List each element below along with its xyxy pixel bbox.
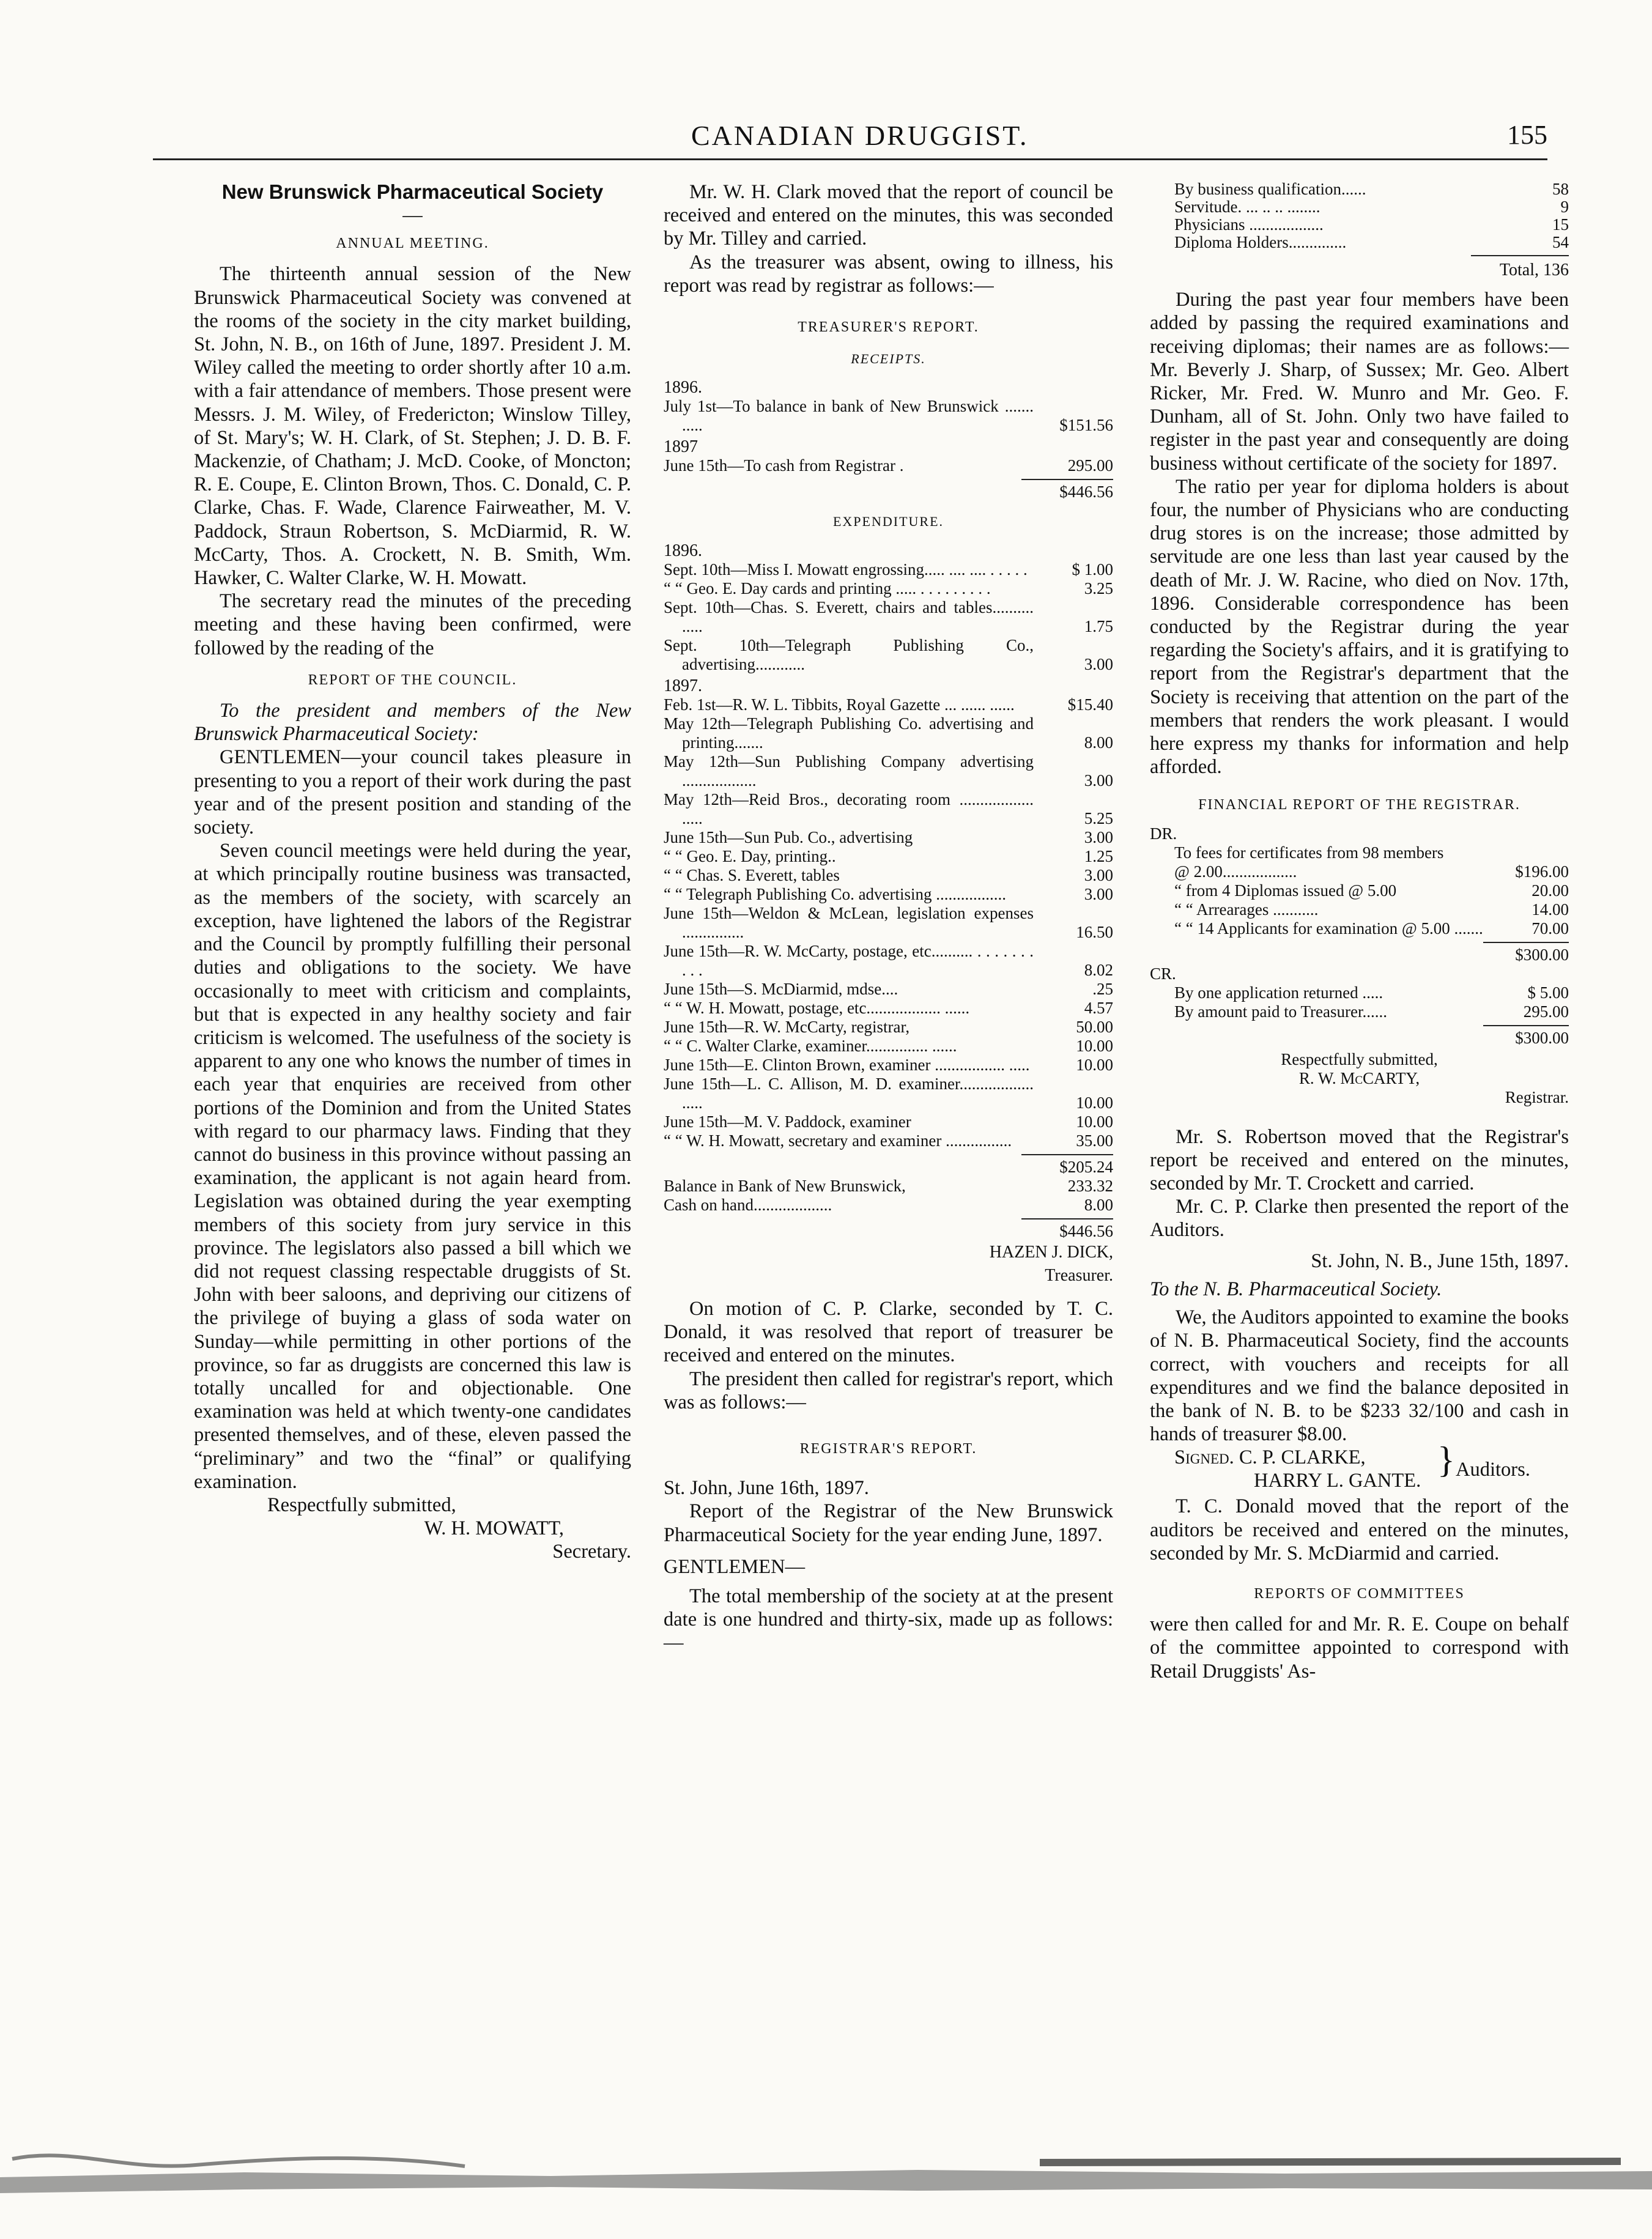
ledger-year: 1896. <box>664 541 702 560</box>
paragraph: T. C. Donald moved that the report of the auditors be received and entered on the minutes, seconded by Mr. S. McDiarmid and carried. <box>1150 1495 1569 1564</box>
paragraph: We, the Auditors appointed to examine the books of N. B. Pharmaceutical Society, find the accounts correct, with vouchers and receipts for all expenditures and we find the balance deposited in the bank of N. B. to be $233 32/100 and cash in hands of treasurer $8.00. <box>1150 1306 1569 1446</box>
council-report-heading: REPORT OF THE COUNCIL. <box>308 672 517 688</box>
ledger-item: “ “ C. Walter Clarke, examiner............... ...... <box>664 1036 957 1055</box>
paragraph: Seven council meetings were held during the year, at which principally routine business was transacted, as the members of the society, with scarcely an exception, have lightened the labors of the Registrar and the Council by promptly fulfilling their personal duties and obligations to the society. We have occasionally to meet with criticism and complaints, but that is expected in any healthy society and fair criticism is welcomed. The usefulness of the society is apparent to any one who knows the number of times in each year that enquiries are received from other portions of the Dominion and from the United States with regard to our pharmacy laws. Finding that they cannot do business in this province without passing an examination, the applicant is not again heard from. Legislation was obtained during the year exempting members of this society from jury service in this province. The legislators also passed a bill which we did not request classing respectable druggists of St. John with beer saloons, and depriving our citizens of the privilege of buying a glass of soda water on Sunday—while permitting in other portions of the province, so far as druggists are concerned this law is totally uncalled for and objectionable. One examination was held at which twenty-one candidates presented themselves, and of these, eleven passed the “preliminary” and two the “final” or qualifying examination. <box>194 840 631 1493</box>
ledger-amount: 8.00 <box>1084 733 1113 752</box>
ledger-amount: 3.25 <box>1084 579 1113 598</box>
ledger-item: Balance in Bank of New Brunswick, <box>664 1176 906 1195</box>
membership-row <box>1174 216 1569 234</box>
ledger-year: 1896. <box>664 378 702 398</box>
ledger-item: Sept. 10th—Miss I. Mowatt engrossing..... .... .... . . . . . <box>664 560 1028 579</box>
paragraph: The thirteenth annual session of the New Brunswick Pharmaceutical Society was convened at the rooms of the society in the city market building, St. John, N. B., on 16th of June, 1897. President J. M. Wiley called the meeting to order shortly after 10 a.m. with a fair attendance of members. Those present were Messrs. J. M. Wiley, of Fredericton; Winslow Tilley, of St. Mary's; W. H. Clark, of St. Stephen; J. D. B. F. Mackenzie, of Chatham; J. McD. Cooke, of Moncton; R. E. Coupe, E. Clinton Brown, Thos. C. Donald, C. P. Clarke, Chas. F. Wade, Clarence Fairweather, M. V. Paddock, Straun Robertson, S. McDiarmid, R. W. McCarty, Thos. A. Crockett, N. B. Smith, Wm. Hawker, C. Walter Clarke, W. H. Mowatt. <box>194 263 631 590</box>
ledger-amount: 10.00 <box>1076 1112 1113 1131</box>
signed-line: Signed. C. P. CLARKE, <box>1174 1446 1366 1469</box>
registrar-name: R. W. McCARTY, <box>1298 1068 1420 1087</box>
expenditure-1896 <box>664 560 1113 674</box>
ledger-row <box>664 1177 1113 1196</box>
signer-role: Secretary. <box>552 1541 631 1563</box>
ledger-row <box>664 885 1113 904</box>
treasurer-role: Treasurer. <box>1045 1265 1113 1285</box>
membership-label: Diploma Holders.............. <box>1174 233 1347 251</box>
ledger-amount: $151.56 <box>1059 416 1113 435</box>
paragraph: The ratio per year for diploma holders is about four, the number of Physicians who are conducting drug stores is on the increase; those admitted by servitude are one less than last year caused by the death of Mr. J. W. Racine, who died on Nov. 17th, 1896. Considerable correspondence has been conducted by the Registrar during the year regarding the Society's affairs, and it is gratifying to report from the Registrar's department that the Society is receiving that attention on the part of the members that renders the work pleasant. I would here express my thanks for information and help afforded. <box>1150 475 1569 779</box>
ledger-amount: 3.00 <box>1084 827 1113 846</box>
ledger-amount: 4.57 <box>1084 998 1113 1017</box>
finance-row <box>1150 1002 1569 1021</box>
total-rule <box>1471 255 1569 256</box>
ledger-item: “ “ W. H. Mowatt, secretary and examiner ................ <box>664 1131 1012 1150</box>
ledger-row <box>664 999 1113 1018</box>
ledger-item: Cash on hand................... <box>664 1195 832 1214</box>
ledger-amount: $ 1.00 <box>1072 560 1113 579</box>
ledger-item: “ “ Geo. E. Day cards and printing ..... . . . . . . . . . <box>664 579 991 598</box>
finance-item: By one application returned ..... <box>1174 983 1383 1002</box>
ledger-amount: 3.00 <box>1084 771 1113 790</box>
ledger-row <box>664 790 1113 828</box>
finance-row <box>1150 919 1569 938</box>
ledger-row <box>664 980 1113 999</box>
ledger-item: “ “ Chas. S. Everett, tables <box>664 865 840 884</box>
ledger-row <box>664 714 1113 752</box>
ledger-row <box>664 1196 1113 1215</box>
finance-row <box>1150 843 1569 862</box>
financial-report <box>1150 824 1569 1107</box>
receipts-list <box>664 378 1113 501</box>
ledger-item: Sept. 10th—Telegraph Publishing Co., advertising............ <box>664 635 1034 673</box>
balance-list <box>664 1177 1113 1215</box>
paragraph: During the past year four members have been added by passing the required examinations and receiving diplomas; their names are as follows:—Mr. Beverly J. Sharp, of Sussex; Mr. Geo. Albert Ricker, Mr. Fred. W. Munro and Mr. Geo. F. Dunham, all of St. John. Only two have failed to register in the past year and consequently are doing business without certificate of the society for 1897. <box>1150 289 1569 475</box>
ledger-row <box>664 636 1113 674</box>
finance-row <box>1150 881 1569 900</box>
auditors-signature <box>1150 1440 1569 1495</box>
scan-smudge <box>0 2134 1652 2208</box>
ledger-amount: 50.00 <box>1076 1017 1113 1036</box>
brace-icon: } <box>1437 1440 1455 1481</box>
total-rule <box>1021 479 1113 480</box>
credit-total: $300.00 <box>1515 1028 1569 1047</box>
membership-count: 15 <box>1552 215 1569 234</box>
membership-count: 58 <box>1552 180 1569 198</box>
treasurer-report-heading: TREASURER'S REPORT. <box>798 319 979 336</box>
ledger-row <box>664 866 1113 885</box>
paragraph: The president then called for registrar's report, which was as follows:— <box>664 1367 1113 1413</box>
paragraph: Mr. W. H. Clark moved that the report of council be received and entered on the minutes, this was seconded by Mr. Tilley and carried. <box>664 181 1113 250</box>
expenditure-1897 <box>664 695 1113 1150</box>
receipts-total: $446.56 <box>1059 483 1113 501</box>
signer-name: W. H. MOWATT, <box>424 1517 564 1540</box>
column-1 <box>194 180 631 1564</box>
ledger-row <box>664 1131 1113 1150</box>
running-head <box>153 119 1547 156</box>
ledger-amount: 3.00 <box>1084 884 1113 903</box>
page-number: 155 <box>1507 120 1547 150</box>
debit-rows <box>1150 843 1569 938</box>
ledger-row <box>664 1112 1113 1131</box>
membership-label: By business qualification...... <box>1174 180 1366 198</box>
paragraph: were then called for and Mr. R. E. Coupe on behalf of the committee appointed to correspond with Retail Druggists' As- <box>1150 1613 1569 1682</box>
finance-amount: 20.00 <box>1532 881 1569 900</box>
membership-count: 9 <box>1560 198 1569 216</box>
ledger-item: June 15th—To cash from Registrar . <box>664 456 904 475</box>
ledger-row <box>664 579 1113 598</box>
title-dash: — <box>402 204 423 227</box>
paragraph: As the treasurer was absent, owing to illness, his report was read by registrar as follows:— <box>664 251 1113 297</box>
paragraph: Report of the Registrar of the New Brunswick Pharmaceutical Society for the year ending June, 1897. <box>664 1500 1113 1546</box>
ledger-amount: 10.00 <box>1076 1036 1113 1055</box>
paragraph: Mr. S. Robertson moved that the Registrar's report be received and entered on the minutes, seconded by Mr. T. Crockett and carried. <box>1150 1125 1569 1195</box>
ledger-row <box>664 560 1113 579</box>
ledger-item: Feb. 1st—R. W. L. Tibbits, Royal Gazette ... ...... ...... <box>664 695 1015 714</box>
finance-item: “ from 4 Diplomas issued @ 5.00 <box>1174 881 1397 900</box>
finance-item: To fees for certificates from 98 members <box>1174 843 1444 862</box>
column-2 <box>664 180 1113 1655</box>
total-rule <box>1483 942 1569 943</box>
ledger-item: “ “ Telegraph Publishing Co. advertising ................. <box>664 884 1007 903</box>
ledger-amount: 1.75 <box>1084 616 1113 635</box>
financial-report-heading: FINANCIAL REPORT OF THE REGISTRAR. <box>1198 797 1521 813</box>
expenditure-list <box>664 541 1113 1241</box>
total-rule <box>1483 1025 1569 1026</box>
expenditure-heading: EXPENDITURE. <box>832 514 944 530</box>
ledger-amount: 10.00 <box>1076 1093 1113 1112</box>
paragraph-text: —your council takes pleasure in presenting to you a report of their work during the past year and of the present position and standing of the society. <box>194 746 631 839</box>
registrar-report-heading: REGISTRAR'S REPORT. <box>799 1441 977 1457</box>
paragraph: The total membership of the society at at the present date is one hundred and thirty-six, made up as follows:— <box>664 1585 1113 1654</box>
finance-amount: 295.00 <box>1523 1002 1569 1021</box>
ledger-row <box>664 828 1113 847</box>
committees-heading: REPORTS OF COMMITTEES <box>1254 1585 1465 1602</box>
ledger-item: June 15th—M. V. Paddock, examiner <box>664 1112 911 1131</box>
membership-label: Servitude. ... .. .. ........ <box>1174 198 1320 216</box>
finance-amount: $196.00 <box>1515 862 1569 881</box>
finance-row <box>1150 983 1569 1002</box>
expenditure-total: $446.56 <box>1059 1221 1113 1240</box>
ledger-row <box>664 456 1113 475</box>
journal-title: CANADIAN DRUGGIST. <box>691 120 1029 151</box>
ledger-year: 1897. <box>664 676 702 695</box>
ledger-amount: 295.00 <box>1067 456 1113 475</box>
membership-list <box>1150 180 1569 251</box>
treasurer-name: HAZEN J. DICK, <box>989 1242 1113 1262</box>
article-title: New Brunswick Pharmaceutical Society <box>221 180 604 203</box>
ledger-amount: 3.00 <box>1084 654 1113 673</box>
debit-label: DR. <box>1150 824 1177 843</box>
finance-amount: 70.00 <box>1532 919 1569 938</box>
ledger-item: June 15th—R. W. McCarty, postage, etc.......... . . . . . . . . . . <box>664 941 1034 979</box>
total-rule <box>1021 1154 1113 1155</box>
expenditure-subtotal: $205.24 <box>1059 1157 1113 1176</box>
credit-label: CR. <box>1150 964 1176 983</box>
ledger-item: “ “ Geo. E. Day, printing.. <box>664 846 836 865</box>
salutation: GENTLEMEN— <box>664 1555 806 1578</box>
ledger-item: June 15th—E. Clinton Brown, examiner ................. ..... <box>664 1055 1030 1074</box>
ledger-item: July 1st—To balance in bank of New Brunswick ....... ..... <box>664 397 1034 435</box>
paragraph: Mr. C. P. Clarke then presented the report of the Auditors. <box>1150 1196 1569 1242</box>
ledger-amount: 3.00 <box>1084 865 1113 884</box>
section-subhead: ANNUAL MEETING. <box>336 235 489 252</box>
ledger-row <box>664 1018 1113 1037</box>
ledger-row <box>664 598 1113 636</box>
ledger-amount: .25 <box>1092 979 1113 998</box>
date-line: St. John, June 16th, 1897. <box>664 1477 869 1500</box>
total-rule <box>1021 1218 1113 1219</box>
ledger-row <box>664 752 1113 790</box>
paragraph: On motion of C. P. Clarke, seconded by T. C. Donald, it was resolved that report of treasurer be received and entered on the minutes. <box>664 1298 1113 1367</box>
ledger-amount: $15.40 <box>1067 695 1113 714</box>
auditors-label: Auditors. <box>1456 1459 1530 1481</box>
ledger-item: May 12th—Telegraph Publishing Co. advertising and printing....... <box>664 714 1034 752</box>
header-rule <box>153 158 1547 160</box>
ledger-item: Sept. 10th—Chas. S. Everett, chairs and tables.......... ..... <box>664 598 1034 635</box>
membership-row <box>1174 198 1569 216</box>
closing: Respectfully submitted, <box>1281 1049 1438 1068</box>
membership-label: Physicians .................. <box>1174 215 1324 234</box>
membership-row <box>1174 234 1569 251</box>
ledger-row <box>664 904 1113 942</box>
membership-total: Total, 136 <box>1499 261 1569 279</box>
ledger-row <box>664 942 1113 980</box>
finance-item: @ 2.00.................. <box>1174 862 1297 881</box>
ledger-amount: 233.32 <box>1067 1176 1113 1195</box>
salutation: GENTLEMEN <box>220 746 341 769</box>
ledger-item: June 15th—S. McDiarmid, mdse.... <box>664 979 898 998</box>
ledger-row <box>664 847 1113 866</box>
ledger-amount: 5.25 <box>1084 809 1113 827</box>
finance-amount: $ 5.00 <box>1527 983 1569 1002</box>
membership-row <box>1174 180 1569 198</box>
ledger-amount: 10.00 <box>1076 1055 1113 1074</box>
column-3 <box>1150 180 1569 1683</box>
membership-count: 54 <box>1552 233 1569 251</box>
ledger-row <box>664 1037 1113 1056</box>
closing: Respectfully submitted, <box>267 1493 456 1516</box>
auditors-date: St. John, N. B., June 15th, 1897. <box>1311 1249 1569 1272</box>
signed-line-2: HARRY L. GANTE. <box>1254 1470 1421 1492</box>
ledger-item: May 12th—Reid Bros., decorating room .................. ..... <box>664 790 1034 827</box>
ledger-item: May 12th—Sun Publishing Company advertising .................. <box>664 752 1034 790</box>
registrar-role: Registrar. <box>1505 1087 1569 1106</box>
ledger-amount: 16.50 <box>1076 922 1113 941</box>
paragraph <box>194 746 631 839</box>
ledger-item: June 15th—Sun Pub. Co., advertising <box>664 827 913 846</box>
finance-row <box>1150 900 1569 919</box>
receipts-heading: RECEIPTS. <box>851 351 926 367</box>
ledger-year: 1897 <box>664 437 698 457</box>
ledger-amount: 8.00 <box>1084 1195 1113 1214</box>
ledger-item: “ “ W. H. Mowatt, postage, etc.................. ...... <box>664 998 970 1017</box>
ledger-row <box>664 1075 1113 1112</box>
debit-total: $300.00 <box>1515 945 1569 964</box>
ledger-amount: 35.00 <box>1076 1131 1113 1150</box>
ledger-item: June 15th—L. C. Allison, M. D. examiner.................. ..... <box>664 1074 1034 1112</box>
ledger-amount: 8.02 <box>1084 960 1113 979</box>
finance-amount: 14.00 <box>1532 900 1569 919</box>
ledger-row <box>664 1056 1113 1075</box>
finance-item: “ “ Arrearages ........... <box>1174 900 1319 919</box>
address-line: To the president and members of the New Brunswick Pharmaceutical Society: <box>194 700 631 746</box>
finance-item: By amount paid to Treasurer...... <box>1174 1002 1387 1021</box>
auditors-address: To the N. B. Pharmaceutical Society. <box>1150 1278 1442 1300</box>
ledger-row <box>664 695 1113 714</box>
credit-rows <box>1150 983 1569 1021</box>
paragraph: The secretary read the minutes of the preceding meeting and these having been confirmed, were followed by the reading of the <box>194 590 631 659</box>
ledger-row <box>664 397 1113 435</box>
finance-row <box>1150 862 1569 881</box>
ledger-amount: 1.25 <box>1084 846 1113 865</box>
ledger-item: June 15th—Weldon & McLean, legislation expenses ............... <box>664 903 1034 941</box>
ledger-item: June 15th—R. W. McCarty, registrar, <box>664 1017 910 1036</box>
finance-item: “ “ 14 Applicants for examination @ 5.00 ....... <box>1174 919 1483 938</box>
